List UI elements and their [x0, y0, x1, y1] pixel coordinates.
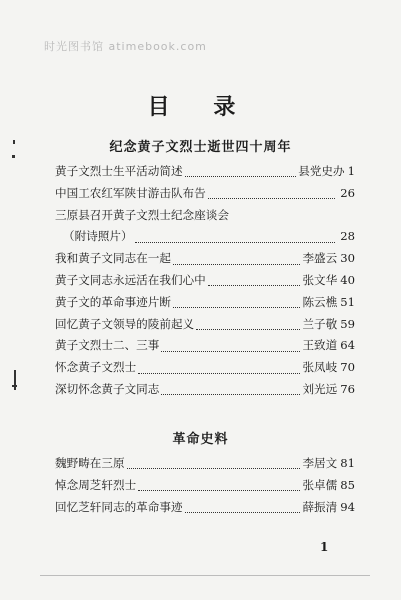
toc-leader-dots — [161, 351, 300, 352]
toc-entry-author: 刘光远 — [302, 381, 338, 396]
toc-entry-title: 黄子文烈士生平活动简述 — [55, 164, 183, 178]
toc-entry — [55, 337, 355, 359]
page-bottom-rule — [40, 575, 370, 576]
toc-entry-page: 76 — [340, 381, 355, 396]
page-number: 1 — [320, 540, 329, 554]
toc-entry — [55, 250, 355, 272]
toc-entry-page: 81 — [340, 456, 355, 470]
toc-leader-dots — [185, 176, 297, 177]
toc-entry — [55, 163, 355, 185]
toc-entry-title: 深切怀念黄子文同志 — [55, 381, 160, 396]
section-heading-history: 革命史料 — [172, 432, 229, 447]
toc-leader-dots — [161, 394, 300, 395]
toc-leader-dots — [135, 242, 336, 243]
toc-entry-author: 张凤岐 — [302, 360, 338, 375]
toc-entry-author: 王致道 — [302, 338, 338, 353]
toc-entry-author: 县党史办 — [298, 164, 345, 178]
toc-leader-dots — [208, 198, 336, 199]
toc-section-memorial — [55, 163, 355, 403]
toc-entry — [55, 228, 355, 250]
toc-entry — [55, 359, 355, 381]
toc-leader-dots — [196, 329, 300, 330]
toc-entry-title: 三原县召开黄子文烈士纪念座谈会 — [55, 207, 229, 222]
toc-entry-page: 59 — [340, 316, 355, 331]
toc-entry-author: 张卓儒 — [302, 477, 338, 492]
toc-entry-title: 怀念黄子文烈士 — [55, 360, 137, 375]
toc-entry-author: 薛振清 — [302, 499, 338, 514]
page-title: 目 录 — [147, 95, 254, 120]
toc-entry — [55, 207, 355, 229]
toc-leader-dots — [185, 512, 301, 513]
toc-entry-title: 回忆黄子文领导的陵前起义 — [55, 316, 195, 331]
toc-entry — [55, 185, 355, 207]
toc-entry-author: 兰子敬 — [302, 316, 338, 331]
toc-entry-title: 中国工农红军陕甘游击队布告 — [55, 185, 206, 200]
toc-entry-title: 我和黄子文同志在一起 — [55, 251, 171, 266]
toc-entry-page: 64 — [340, 338, 355, 353]
binding-mark — [12, 155, 15, 158]
toc-entry — [55, 316, 355, 338]
toc-entry-page: 85 — [340, 477, 355, 492]
toc-entry-page: 26 — [340, 185, 355, 200]
toc-entry-page: 30 — [340, 251, 355, 266]
toc-entry-title: 黄子文烈士二、三事 — [55, 338, 160, 353]
toc-entry-page: 28 — [340, 229, 355, 244]
binding-mark — [12, 385, 17, 387]
toc-leader-dots — [127, 468, 301, 469]
toc-entry — [55, 272, 355, 294]
toc-entry-page: 40 — [340, 272, 355, 287]
toc-entry-page: 94 — [340, 499, 355, 514]
watermark: 时光图书馆 atimebook.com — [44, 40, 207, 53]
binding-mark — [13, 140, 15, 144]
toc-entry-title: 悼念周芝轩烈士 — [55, 477, 137, 492]
toc-entry-author: 李居文 — [302, 456, 338, 470]
toc-entry-title: 黄子文的革命事迹片断 — [55, 294, 171, 309]
toc-entry-page: 70 — [340, 360, 355, 375]
toc-leader-dots — [208, 285, 301, 286]
toc-entry-page: 51 — [340, 294, 355, 309]
toc-entry — [55, 477, 355, 499]
toc-entry-author: 李盛云 — [302, 251, 338, 266]
toc-section-history — [55, 455, 355, 520]
toc-entry — [55, 455, 355, 477]
toc-entry-title: 黄子文同志永远活在我们心中 — [55, 272, 206, 287]
toc-entry-title: 回忆芝轩同志的革命事迹 — [55, 499, 183, 514]
toc-entry-author: 陈云樵 — [302, 294, 338, 309]
binding-mark — [14, 370, 16, 390]
toc-entry-title: 魏野畴在三原 — [55, 456, 125, 470]
toc-leader-dots — [138, 490, 300, 491]
toc-leader-dots — [173, 264, 300, 265]
toc-entry-page: 1 — [347, 164, 355, 178]
toc-entry — [55, 381, 355, 403]
toc-leader-dots — [138, 373, 300, 374]
toc-leader-dots — [173, 307, 300, 308]
toc-entry-title: （附诗照片） — [63, 229, 133, 244]
toc-entry-author: 张文华 — [302, 272, 338, 287]
toc-entry — [55, 294, 355, 316]
toc-entry — [55, 499, 355, 521]
section-heading-memorial: 纪念黄子文烈士逝世四十周年 — [109, 140, 292, 155]
